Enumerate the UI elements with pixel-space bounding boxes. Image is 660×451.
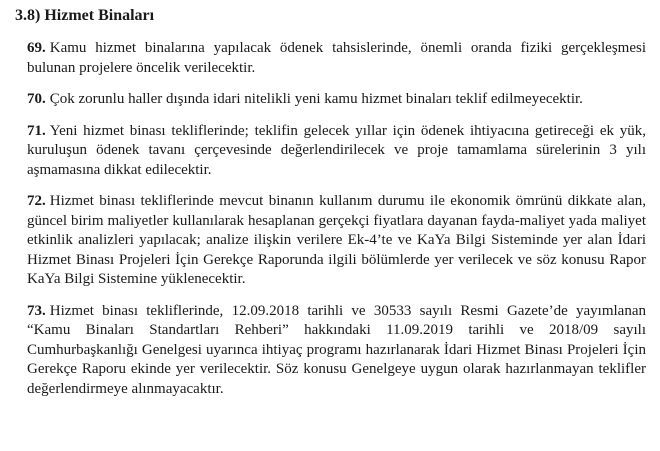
paragraph-text: Kamu hizmet binalarına yapılacak ödenek tahsislerinde, önemli oranda fiziki gerçekleşmesi bulunan projelere öncelik verilecektir. bbox=[27, 40, 646, 76]
paragraph-72 bbox=[15, 192, 646, 290]
paragraph-number: 69. bbox=[27, 40, 46, 56]
paragraph-text: Çok zorunlu haller dışında idari nitelikli yeni kamu hizmet binaları teklif edilmeyecektir. bbox=[49, 91, 583, 107]
section-heading: 3.8) Hizmet Binaları bbox=[15, 7, 155, 24]
paragraph-text: Hizmet binası tekliflerinde mevcut binanın kullanım durumu ile ekonomik ömrünü dikkate alan, güncel birim maliyetler kullanılarak hesaplanan gerçekçi fiyatlara dayanan fayda-maliyet yada maliyet etkinlik analizleri yapılacak; analize ilişkin verilere Ek-4’te ve KaYa Bilgi Sisteminde yer alan İdari Hizmet Binası Projeleri İçin Gerekçe Raporunda ilgili bölümlerde yer verilecek ve söz konusu Rapor KaYa Bilgi Sistemine yüklenecektir. bbox=[27, 193, 646, 287]
paragraph-70 bbox=[15, 90, 646, 110]
paragraph-number: 73. bbox=[27, 302, 46, 319]
paragraph-number: 72. bbox=[27, 193, 46, 209]
paragraph-69 bbox=[15, 39, 646, 78]
paragraph-71 bbox=[15, 122, 646, 181]
paragraph-text: Hizmet binası tekliflerinde, 12.09.2018 tarihli ve 30533 sayılı Resmi Gazete’de yayımlanan “Kamu Binaları Standartları Rehberi” hakkındaki 11.09.2019 tarihli ve 2018/09 sayılı Cumhurbaşkanlığı Genelgesi uyarınca ihtiyaç programı hazırlanarak İdari Hizmet Binası Projeleri İçin Gerekçe Raporu ekinde yer verilecektir. Söz konusu Genelgeye uygun olarak hazırlanmayan teklifler değerlendirmeye alınmayacaktır. bbox=[27, 302, 646, 397]
paragraph-number: 71. bbox=[27, 122, 46, 139]
paragraph-73 bbox=[15, 302, 646, 400]
paragraph-text: Yeni hizmet binası tekliflerinde; teklifin gelecek yıllar için ödenek ihtiyacına getireceği ek yük, kuruluşun ödenek tavanı çerçevesinde değerlendirilecek ve proje tamamlama sürelerinin 3 yılı aşmamasına dikkat edilecektir. bbox=[27, 122, 646, 178]
paragraph-number: 70. bbox=[27, 91, 46, 107]
